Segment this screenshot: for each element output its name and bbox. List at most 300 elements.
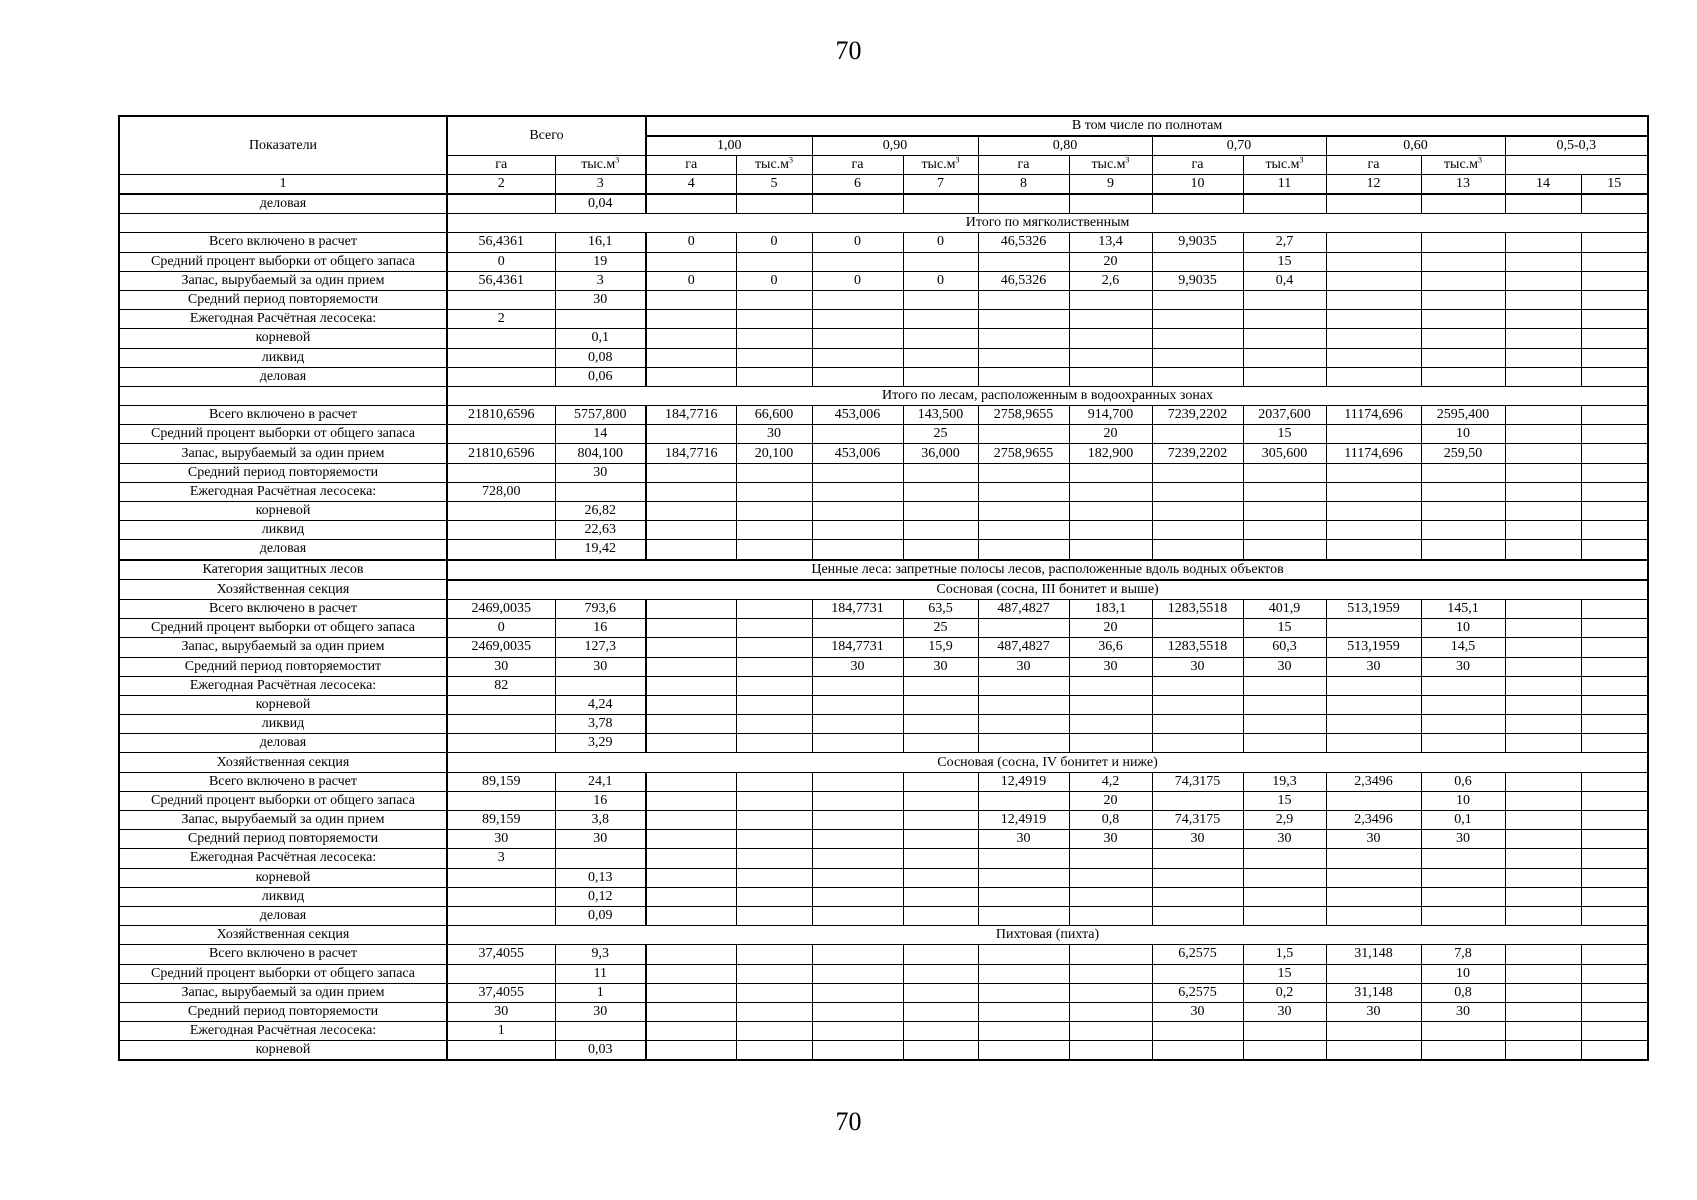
table-cell (447, 502, 555, 521)
table-cell (736, 502, 812, 521)
table-cell: 6,2575 (1152, 945, 1243, 964)
table-cell (646, 734, 736, 753)
table-cell (736, 252, 812, 271)
table-cell: 305,600 (1243, 444, 1326, 463)
table-cell (1581, 1002, 1648, 1021)
table-cell (903, 1002, 978, 1021)
table-cell: 63,5 (903, 599, 978, 618)
section-title: Ценные леса: запретные полосы лесов, расположенные вдоль водных объектов (447, 560, 1648, 580)
table-cell: 46,5326 (978, 233, 1069, 252)
table-cell (1581, 348, 1648, 367)
row-label: Ежегодная Расчётная лесосека: (119, 676, 447, 695)
section-row (119, 386, 1648, 405)
table-cell (812, 425, 903, 444)
row-label: деловая (119, 367, 447, 386)
table-cell (1152, 290, 1243, 309)
table-cell (1581, 811, 1648, 830)
table-cell (1069, 734, 1152, 753)
table-cell (646, 983, 736, 1002)
row-label: Средний период повторяемости (119, 463, 447, 482)
table-row (119, 695, 1648, 714)
table-cell (903, 715, 978, 734)
table-cell: 183,1 (1069, 599, 1152, 618)
table-cell (903, 367, 978, 386)
table-cell (1152, 734, 1243, 753)
table-cell: 0 (903, 233, 978, 252)
table-cell: 20 (1069, 791, 1152, 810)
table-cell: 11174,696 (1326, 406, 1421, 425)
table-cell (812, 310, 903, 329)
table-cell: 22,63 (555, 521, 646, 540)
table-cell (1421, 502, 1505, 521)
table-cell (447, 715, 555, 734)
table-cell: 74,3175 (1152, 772, 1243, 791)
table-cell (1581, 444, 1648, 463)
table-row (119, 964, 1648, 983)
table-cell (646, 502, 736, 521)
table-cell (736, 463, 812, 482)
table-cell: 19,3 (1243, 772, 1326, 791)
table-cell (1326, 329, 1421, 348)
table-cell (978, 290, 1069, 309)
table-row (119, 521, 1648, 540)
table-cell (1505, 849, 1581, 868)
table-cell (646, 252, 736, 271)
table-cell: 30 (555, 463, 646, 482)
table-cell: 89,159 (447, 811, 555, 830)
table-cell (736, 540, 812, 560)
table-cell (1421, 348, 1505, 367)
table-cell (812, 1041, 903, 1061)
table-cell (1421, 1022, 1505, 1041)
column-number: 9 (1069, 175, 1152, 195)
table-cell (1243, 695, 1326, 714)
table-cell (903, 329, 978, 348)
table-cell: 487,4827 (978, 638, 1069, 657)
table-cell: 30 (1421, 657, 1505, 676)
table-cell (1069, 676, 1152, 695)
row-label: Средний период повторяемости (119, 830, 447, 849)
table-cell (1581, 252, 1648, 271)
table-cell (447, 329, 555, 348)
table-cell (555, 482, 646, 501)
table-cell (447, 868, 555, 887)
table-cell (646, 348, 736, 367)
table-cell: 513,1959 (1326, 599, 1421, 618)
table-cell (1243, 482, 1326, 501)
table-cell: 0,06 (555, 367, 646, 386)
row-label: Всего включено в расчет (119, 233, 447, 252)
section-row (119, 560, 1648, 580)
table-row (119, 1041, 1648, 1061)
table-cell (1581, 540, 1648, 560)
row-label: Запас, вырубаемый за один прием (119, 983, 447, 1002)
table-cell: 30 (447, 830, 555, 849)
table-cell: 1 (447, 1022, 555, 1041)
table-cell (646, 964, 736, 983)
table-cell (812, 348, 903, 367)
table-cell: 12,4919 (978, 772, 1069, 791)
row-label: Ежегодная Расчётная лесосека: (119, 310, 447, 329)
row-label: Хозяйственная секция (119, 580, 447, 600)
table-cell (1152, 502, 1243, 521)
row-label: Категория защитных лесов (119, 560, 447, 580)
table-cell (1581, 619, 1648, 638)
header-unit-ha: га (1326, 156, 1421, 175)
table-cell (555, 849, 646, 868)
column-number: 4 (646, 175, 736, 195)
table-cell (1421, 271, 1505, 290)
table-cell (1326, 849, 1421, 868)
table-cell (1421, 540, 1505, 560)
table-cell (1152, 1022, 1243, 1041)
table-row (119, 482, 1648, 501)
table-cell (903, 194, 978, 214)
table-cell (1581, 638, 1648, 657)
table-cell (1505, 715, 1581, 734)
table-cell: 0,03 (555, 1041, 646, 1061)
table-cell: 143,500 (903, 406, 978, 425)
table-cell (1069, 868, 1152, 887)
table-cell: 15 (1243, 964, 1326, 983)
table-cell: 30 (978, 830, 1069, 849)
table-cell (646, 619, 736, 638)
row-label: Хозяйственная секция (119, 753, 447, 772)
header-unit-volume (1069, 156, 1152, 175)
table-cell (1152, 849, 1243, 868)
table-cell (978, 348, 1069, 367)
table-cell: 46,5326 (978, 271, 1069, 290)
table-cell: 453,006 (812, 444, 903, 463)
table-cell (1505, 252, 1581, 271)
table-cell (903, 983, 978, 1002)
table-cell: 487,4827 (978, 599, 1069, 618)
table-cell (447, 540, 555, 560)
table-cell (1152, 482, 1243, 501)
table-cell (978, 964, 1069, 983)
table-cell (1326, 463, 1421, 482)
header-unit-volume (1421, 156, 1505, 175)
table-cell (1152, 619, 1243, 638)
table-cell (1243, 463, 1326, 482)
table-cell: 31,148 (1326, 983, 1421, 1002)
table-cell (1243, 715, 1326, 734)
unit-volume-text: тыс.м (754, 157, 790, 172)
table-cell (1421, 887, 1505, 906)
table-cell: 9,3 (555, 945, 646, 964)
table-cell (1421, 1041, 1505, 1061)
column-number: 11 (1243, 175, 1326, 195)
table-cell: 19 (555, 252, 646, 271)
section-row (119, 214, 1648, 233)
table-cell: 0 (812, 233, 903, 252)
table-cell: 15 (1243, 252, 1326, 271)
table-cell (646, 906, 736, 925)
table-row (119, 502, 1648, 521)
table-cell (736, 521, 812, 540)
table-cell: 30 (736, 425, 812, 444)
table-cell: 0,09 (555, 906, 646, 925)
section-row (119, 926, 1648, 945)
table-cell (736, 906, 812, 925)
table-cell (812, 290, 903, 309)
table-cell: 0,1 (1421, 811, 1505, 830)
table-cell: 30 (555, 830, 646, 849)
table-cell (1505, 290, 1581, 309)
table-cell (447, 425, 555, 444)
table-cell (1505, 540, 1581, 560)
header-density-090: 0,90 (812, 136, 978, 156)
table-cell (1505, 638, 1581, 657)
unit-volume-exponent: 3 (955, 155, 960, 165)
table-cell (812, 463, 903, 482)
table-cell (1069, 983, 1152, 1002)
table-row (119, 619, 1648, 638)
table-cell (903, 964, 978, 983)
table-cell (736, 482, 812, 501)
table-cell (447, 791, 555, 810)
table-cell: 0,8 (1421, 983, 1505, 1002)
table-cell: 259,50 (1421, 444, 1505, 463)
table-cell: 31,148 (1326, 945, 1421, 964)
column-number: 12 (1326, 175, 1421, 195)
table-cell (736, 945, 812, 964)
table-cell: 37,4055 (447, 945, 555, 964)
table-cell (903, 887, 978, 906)
table-cell: 0,6 (1421, 772, 1505, 791)
row-label: Запас, вырубаемый за один прием (119, 811, 447, 830)
table-cell: 30 (447, 1002, 555, 1021)
table-cell (736, 367, 812, 386)
table-cell (978, 734, 1069, 753)
table-cell (903, 676, 978, 695)
section-title: Сосновая (сосна, III бонитет и выше) (447, 580, 1648, 600)
table-cell (812, 676, 903, 695)
page-number-top: 70 (835, 36, 862, 65)
table-row (119, 540, 1648, 560)
table-cell (978, 329, 1069, 348)
table-cell (903, 1041, 978, 1061)
table-cell: 453,006 (812, 406, 903, 425)
table-cell (1069, 367, 1152, 386)
unit-volume-exponent: 3 (1478, 155, 1483, 165)
header-unit-volume (736, 156, 812, 175)
table-cell: 728,00 (447, 482, 555, 501)
table-cell (1326, 906, 1421, 925)
table-cell (1326, 619, 1421, 638)
header-density-100: 1,00 (646, 136, 812, 156)
table-cell (1505, 271, 1581, 290)
table-cell: 12,4919 (978, 811, 1069, 830)
table-cell: 1283,5518 (1152, 638, 1243, 657)
table-row (119, 811, 1648, 830)
table-cell (1243, 290, 1326, 309)
table-cell (903, 811, 978, 830)
table-cell (1326, 290, 1421, 309)
table-cell (1581, 830, 1648, 849)
table-cell: 20,100 (736, 444, 812, 463)
table-cell (736, 887, 812, 906)
table-cell (736, 868, 812, 887)
header-density-060: 0,60 (1326, 136, 1505, 156)
table-cell: 14 (555, 425, 646, 444)
table-cell (1243, 849, 1326, 868)
table-cell (1421, 676, 1505, 695)
table-cell (1421, 868, 1505, 887)
table-cell (1243, 348, 1326, 367)
table-cell (1421, 521, 1505, 540)
header-unit-volume (1243, 156, 1326, 175)
table-cell: 2,9 (1243, 811, 1326, 830)
table-row (119, 463, 1648, 482)
table-row (119, 657, 1648, 676)
table-cell (1243, 906, 1326, 925)
table-row (119, 425, 1648, 444)
table-cell (736, 791, 812, 810)
unit-volume-exponent: 3 (1299, 155, 1304, 165)
table-cell (812, 811, 903, 830)
table-cell (1152, 715, 1243, 734)
header-unit-ha: га (812, 156, 903, 175)
unit-volume-text: тыс.м (1443, 157, 1479, 172)
table-cell (1505, 233, 1581, 252)
table-cell (447, 887, 555, 906)
table-cell (1581, 1041, 1648, 1061)
table-cell (1505, 964, 1581, 983)
table-cell (447, 964, 555, 983)
row-label: Средний период повторяемости (119, 1002, 447, 1021)
table-cell (1505, 367, 1581, 386)
row-label: корневой (119, 1041, 447, 1061)
table-cell: 30 (1069, 830, 1152, 849)
table-cell (1505, 772, 1581, 791)
table-cell (1326, 1022, 1421, 1041)
table-cell (646, 310, 736, 329)
table-cell (1421, 849, 1505, 868)
table-row (119, 406, 1648, 425)
table-cell (1421, 290, 1505, 309)
table-cell (1581, 194, 1648, 214)
row-label: Средний период повторяемости (119, 290, 447, 309)
table-cell: 0,8 (1069, 811, 1152, 830)
table-cell: 0 (646, 271, 736, 290)
table-cell (1152, 329, 1243, 348)
table-cell: 56,4361 (447, 233, 555, 252)
table-cell (646, 599, 736, 618)
table-cell (1421, 463, 1505, 482)
table-cell (736, 1022, 812, 1041)
table-cell: 30 (1152, 830, 1243, 849)
column-number: 3 (555, 175, 646, 195)
table-cell (978, 194, 1069, 214)
table-cell (555, 310, 646, 329)
table-cell (1069, 1041, 1152, 1061)
table-cell (812, 868, 903, 887)
row-label: Средний период повторяемостит (119, 657, 447, 676)
table-cell (1152, 1041, 1243, 1061)
row-label (119, 214, 447, 233)
table-cell (1505, 1041, 1581, 1061)
table-cell (1581, 772, 1648, 791)
table-cell: 182,900 (1069, 444, 1152, 463)
table-cell (1505, 945, 1581, 964)
table-cell (1069, 502, 1152, 521)
row-label: ликвид (119, 715, 447, 734)
column-number: 6 (812, 175, 903, 195)
table-cell (812, 482, 903, 501)
table-cell (736, 964, 812, 983)
table-cell: 184,7731 (812, 599, 903, 618)
table-cell: 30 (1243, 1002, 1326, 1021)
table-cell (1243, 367, 1326, 386)
table-cell (1505, 734, 1581, 753)
table-cell (978, 521, 1069, 540)
table-cell (447, 521, 555, 540)
table-cell (736, 715, 812, 734)
table-cell: 2 (447, 310, 555, 329)
table-cell: 6,2575 (1152, 983, 1243, 1002)
table-cell: 0 (736, 271, 812, 290)
table-cell: 20 (1069, 619, 1152, 638)
section-row (119, 753, 1648, 772)
table-cell (1069, 849, 1152, 868)
table-cell (1069, 906, 1152, 925)
table-cell (1152, 310, 1243, 329)
table-cell: 20 (1069, 425, 1152, 444)
table-cell (1243, 1022, 1326, 1041)
table-cell: 7239,2202 (1152, 406, 1243, 425)
table-cell (646, 676, 736, 695)
table-cell (1505, 599, 1581, 618)
table-cell: 30 (812, 657, 903, 676)
table-cell: 10 (1421, 791, 1505, 810)
table-cell (978, 695, 1069, 714)
table-row (119, 290, 1648, 309)
table-cell (1581, 657, 1648, 676)
table-cell: 0,13 (555, 868, 646, 887)
table-cell (1326, 676, 1421, 695)
table-cell (1505, 657, 1581, 676)
row-label: Запас, вырубаемый за один прием (119, 638, 447, 657)
table-row (119, 638, 1648, 657)
table-cell (1069, 290, 1152, 309)
table-cell: 7239,2202 (1152, 444, 1243, 463)
table-cell (1581, 271, 1648, 290)
row-label: Ежегодная Расчётная лесосека: (119, 482, 447, 501)
row-label: Ежегодная Расчётная лесосека: (119, 849, 447, 868)
table-cell: 1 (555, 983, 646, 1002)
header-density-070: 0,70 (1152, 136, 1326, 156)
table-cell: 2,6 (1069, 271, 1152, 290)
table-cell (1421, 367, 1505, 386)
table-cell (812, 540, 903, 560)
table-cell: 3,8 (555, 811, 646, 830)
table-cell (736, 676, 812, 695)
table-cell (646, 367, 736, 386)
table-cell (1505, 830, 1581, 849)
table-cell (812, 252, 903, 271)
table-cell (1505, 1022, 1581, 1041)
table-cell (812, 791, 903, 810)
table-cell: 11174,696 (1326, 444, 1421, 463)
table-cell: 9,9035 (1152, 271, 1243, 290)
table-cell (812, 329, 903, 348)
table-cell (978, 463, 1069, 482)
table-cell (1505, 695, 1581, 714)
column-number: 2 (447, 175, 555, 195)
table-cell (903, 734, 978, 753)
table-cell (1152, 521, 1243, 540)
